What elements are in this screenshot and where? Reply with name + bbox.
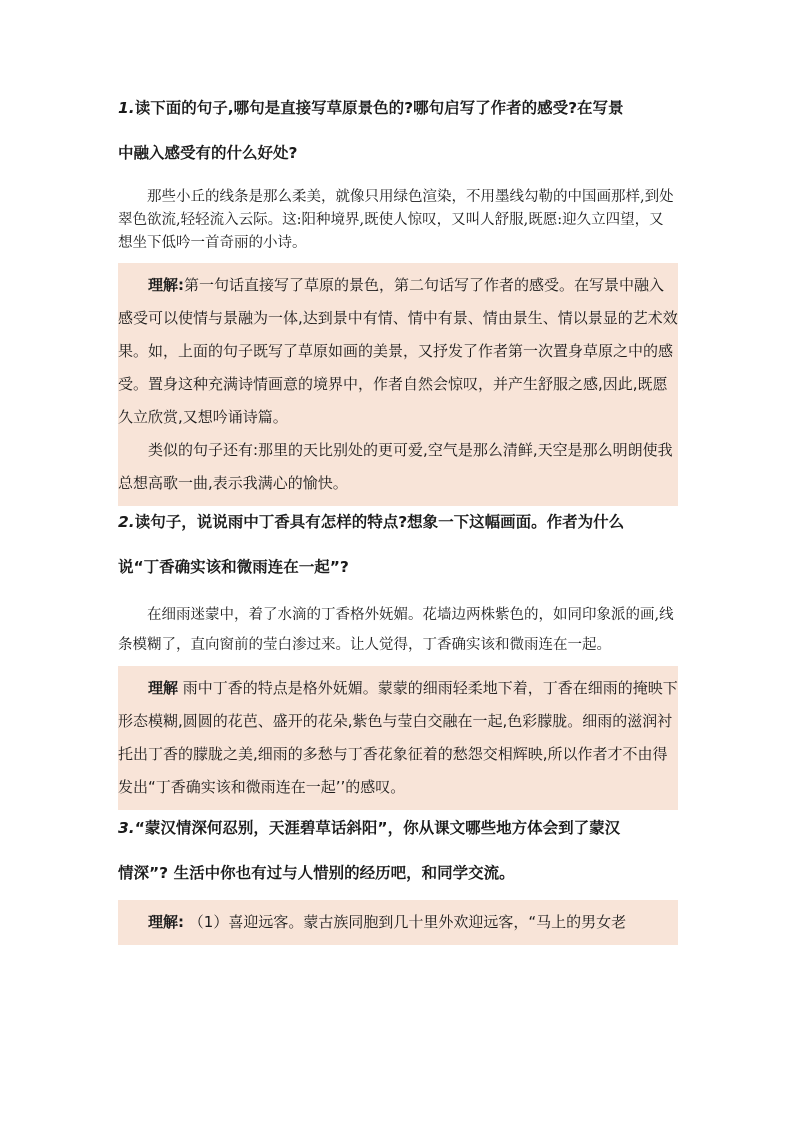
- answer-text: （1）喜迎远客。蒙古族同胞到几十里外欢迎远客，“马上的男女老: [188, 913, 627, 931]
- answer-label: 理解:: [148, 276, 184, 294]
- answer-2-para: [118, 672, 678, 804]
- answer-text: 第一句话直接写了草原的景色，第二句话写了作者的感受。在写景中融入感受可以使情与景融为一体,达到景中有情、情中有景、情由景生、情以景显的艺术效果。如，上面的句子既写了草原如画的美景，又抒发了作者第一次置身草原之中的感受。置身这种充满诗情画意的境界中，作者自然会惊叹，并产生舒服之感,因此,既愿久立欣赏,又想吟诵诗篇。: [118, 276, 678, 426]
- answer-block-2: [118, 666, 678, 810]
- question-1: [118, 96, 678, 121]
- answer-block-3: [118, 900, 678, 945]
- question-2-cont: 说“丁香确实该和微雨连在一起”?: [118, 558, 349, 576]
- answer-label: 理解:: [148, 913, 184, 931]
- question-1-cont: 中融入感受有的什么好处?: [118, 144, 298, 162]
- question-number: 3.: [118, 819, 135, 837]
- question-number: 2.: [118, 513, 135, 531]
- passage-2: 在细雨迷蒙中，着了水滴的丁香格外妩媚。花墙边两株紫色的，如同印象派的画,线条模糊了，直向窗前的莹白渗过来。让人觉得，丁香确实该和微雨连在一起。: [118, 607, 674, 653]
- passage-1: 那些小丘的线条是那么柔美，就像只用绿色渲染，不用墨线勾勒的中国画那样,到处翠色欲流,轻轻流入云际。这:阳种境界,既使人惊叹，又叫人舒服,既愿:迎久立四望，又想坐下低吟一首奇丽的小诗。: [118, 189, 674, 251]
- answer-1-para: [118, 269, 678, 434]
- answer-block-1: [118, 263, 678, 506]
- answer-1-para-2: 类似的句子还有:那里的天比别处的更可爱,空气是那么清鲜,天空是那么明朗使我总想高歌一曲,表示我满心的愉快。: [118, 441, 673, 492]
- question-3: [118, 816, 678, 841]
- answer-3-para: [118, 906, 678, 939]
- answer-label: 理解: [148, 679, 179, 697]
- question-text: 读句子，说说雨中丁香具有怎样的特点?想象一下这幅画面。作者为什么: [134, 513, 625, 531]
- answer-text: 雨中丁香的特点是格外妩媚。蒙蒙的细雨轻柔地下着，丁香在细雨的掩映下形态模糊,圆圆的花芭、盛开的花朵,紫色与莹白交融在一起,色彩朦胧。细雨的滋润衬托出丁香的朦胧之美,细雨的多愁与丁香花象征着的愁怨交相辉映,所以作者才不由得发出“丁香确实该和微雨连在一起’’的感叹。: [118, 679, 678, 796]
- document-page: [118, 96, 678, 945]
- question-text: “蒙汉情深何忍别，天涯碧草话斜阳”，你从课文哪些地方体会到了蒙汉: [134, 819, 621, 837]
- question-text: 读下面的句子,哪句是直接写草原景色的?哪句启写了作者的感受?在写景: [134, 99, 624, 117]
- question-number: 1.: [118, 99, 135, 117]
- question-2: [118, 510, 678, 535]
- question-3-cont: 情深”? 生活中你也有过与人惜别的经历吧，和同学交流。: [118, 864, 515, 882]
